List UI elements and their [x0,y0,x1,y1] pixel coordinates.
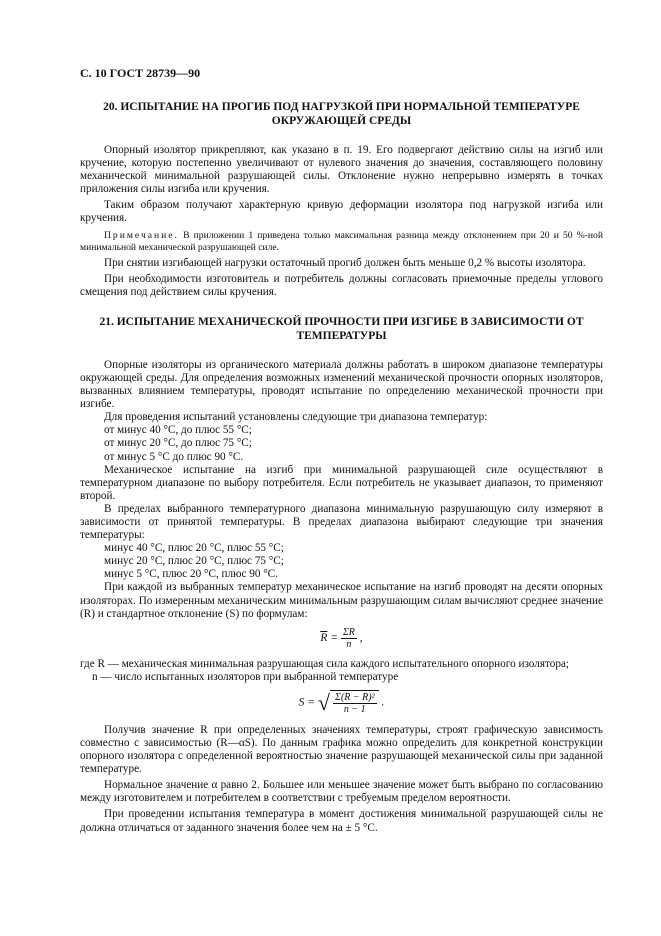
temperature-item: минус 20 °С, плюс 20 °С, плюс 75 °С; [104,555,284,568]
std-denominator: n − 1 [343,704,366,716]
s20-note [80,230,603,254]
s21-paragraph-8: При проведении испытания температура в момент достижения минимальной разрушающей силы не должна отличаться от заданного значения более чем на ± 5 °С. [80,808,603,834]
range-list [80,424,603,463]
std-numerator: Σ(R − R)² [335,692,375,704]
mean-denominator: n [346,638,352,650]
where-definition-2: n — число испытанных изоляторов при выбранной температуре [92,670,399,683]
s20-paragraph-4: При необходимости изготовитель и потребитель должны согласовать приемочные пределы углового смещения под действием силы кручения. [80,272,603,298]
s20-paragraph-3: При снятии изгибающей нагрузки остаточный прогиб должен быть меньше 0,2 % высоты изолятора. [104,256,586,269]
s21-paragraph-4: В пределах выбранного температурного диапазона минимальную разрушающую силу измеряют в зависимости от принятой температуры. В пределах диапазона выбирают следующие три значения температуры: [80,502,603,542]
temperature-list [80,542,603,581]
mean-symbol: $\overline{R}$ [320,631,328,644]
s20-paragraph-2: Таким образом получают характерную кривую деформации изолятора под нагрузкой изгиба или кручения. [80,199,603,225]
range-item: от минус 20 °С, до плюс 75 °С; [104,437,252,450]
section-21-title: 21. ИСПЫТАНИЕ МЕХАНИЧЕСКОЙ ПРОЧНОСТИ ПРИ ИЗГИБЕ В ЗАВИСИМОСТИ ОТ ТЕМПЕРАТУРЫ [99,315,584,342]
s21-paragraph-6: Получив значение R при определенных значениях температуры, строят графическую зависимость совместно с зависимостью (R—αS). По данным графика можно определить для конкретной конструкции опорного изолятора с определенной вероятностью значение разрушающей механической силы при заданной температуре. [80,723,603,776]
s21-paragraph-7: Нормальное значение α равно 2. Большее или меньшее значение может быть выбрано по согласованию между изготовителем и потребителем в соответствии с требуемым пределом вероятности. [80,779,603,805]
running-head: С. 10 ГОСТ 28739—90 [80,66,201,80]
std-formula: S = √ $\frac{\text{Σ(R − R)²}}{n - 1}$ . [298,689,385,716]
s21-paragraph-5: При каждой из выбранных температур механическое испытание на изгиб проводят на десяти опорных изоляторах. По измеренным механическим минимальным разрушающим силам вычисляют среднее значение (R) и стандартное отклонение (S) по формулам: [80,581,603,620]
std-fraction [333,692,377,715]
s21-paragraph-3: Механическое испытание на изгиб при минимальной разрушающей силе осуществляют в температурном диапазоне по выбору потребителя. Если потребитель не указывает диапазон, то применяют второй. [80,463,603,502]
sqrt-icon: √ [317,689,330,715]
note-label: Примечание. [104,229,179,241]
mean-formula: $\overline{R}$ = $\frac{\Sigma R}{n}$ , [320,626,363,650]
std-symbol: S [298,696,305,709]
temperature-item: минус 40 °С, плюс 20 °С, плюс 55 °С; [104,542,284,555]
where-definition-1: где R — механическая минимальная разрушающая сила каждого испытательного опорного изолятора; [80,657,569,670]
mean-fraction [341,627,357,650]
s21-paragraph-2: Для проведения испытаний установлены следующие три диапазона температур: [104,411,488,424]
section-20-title: 20. ИСПЫТАНИЕ НА ПРОГИБ ПОД НАГРУЗКОЙ ПРИ НОРМАЛЬНОЙ ТЕМПЕРАТУРЕ ОКРУЖАЮЩЕЙ СРЕДЫ [103,101,580,127]
range-item: от минус 40 °С, до плюс 55 °С; [104,424,252,437]
range-item: от минус 5 °С до плюс 90 °С. [104,450,244,463]
s20-paragraph-1: Опорный изолятор прикрепляют, как указано в п. 19. Его подвергают действию силы на изгиб или кручение, которую постепенно увеличивают от нулевого значения до значения, составляющего половину механической минимальной разрушающей силы. Отклонение нужно непрерывно измерять в точках приложения силы изгиба или кручения. [80,144,603,196]
sqrt-body [330,690,379,715]
mean-numerator: ΣR [342,626,355,638]
s21-paragraph-1: Опорные изоляторы из органического материала должны работать в широком диапазоне температуры окружающей среды. Для определения возможных изменений механической прочности опорных изоляторов, вызванных влиянием температуры, проводят испытание по определению механической прочности при изгибе. [80,358,603,411]
temperature-item: минус 5 °С, плюс 20 °С, плюс 90 °С. [104,568,278,581]
note-text: В приложении 1 приведена только максимальная разница между отклонением при 20 и 50 %-ной минимальной механической разрушающей силе. [80,229,603,253]
